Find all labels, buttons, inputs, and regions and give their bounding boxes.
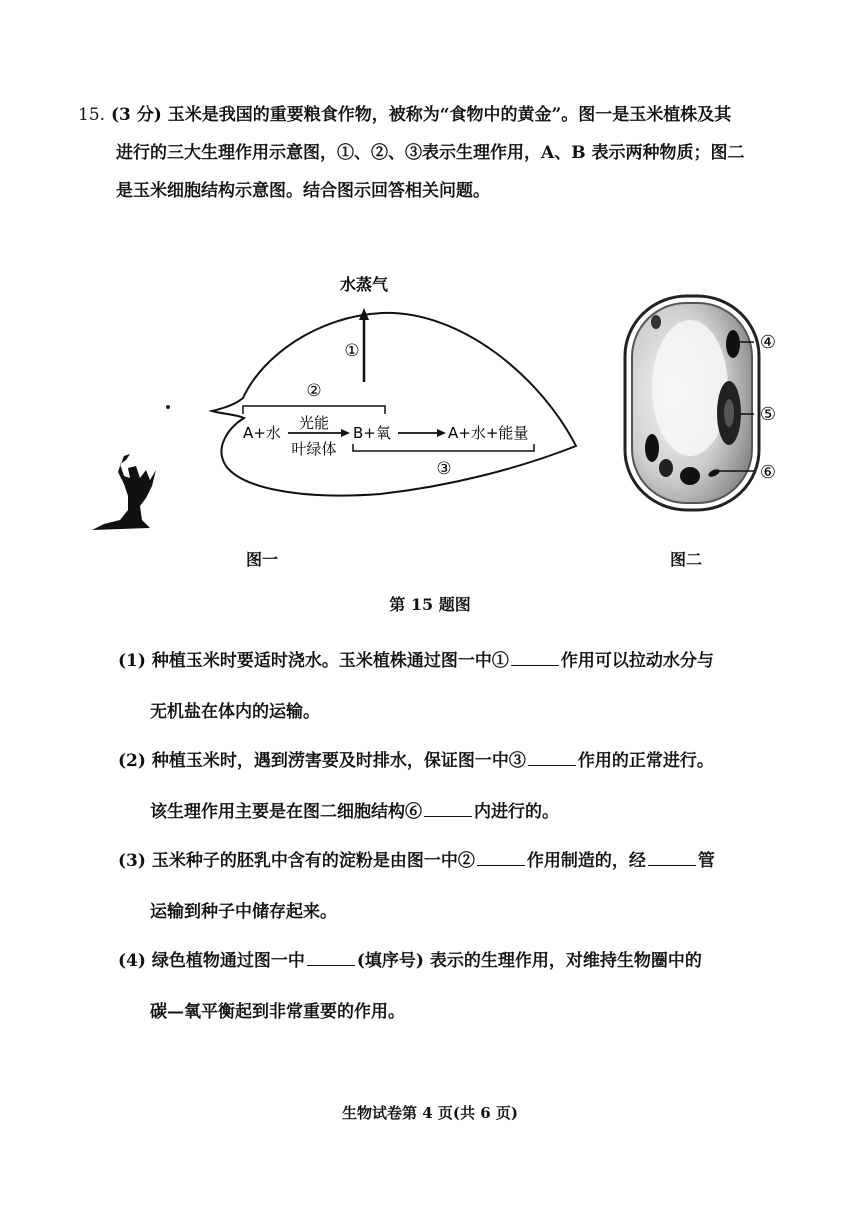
sq3-blank-1[interactable] bbox=[477, 851, 525, 866]
marker-3: ③ bbox=[436, 459, 452, 479]
sq1-text-b: 作用可以拉动水分与 bbox=[560, 651, 714, 671]
subquestion-2 bbox=[118, 746, 798, 822]
marker-1: ① bbox=[344, 341, 360, 361]
question-number: 15. bbox=[78, 105, 106, 125]
vacuole bbox=[652, 320, 728, 456]
sq1-line2: 无机盐在体内的运输。 bbox=[150, 702, 320, 722]
figure1-caption: 图一 bbox=[246, 550, 279, 569]
sq3-text-c: 管 bbox=[697, 851, 715, 871]
sq2-text-d: 内进行的。 bbox=[474, 802, 559, 822]
organelle bbox=[680, 467, 700, 485]
sq2-text-a: (2) 种植玉米时，遇到涝害要及时排水，保证图一中③ bbox=[118, 751, 526, 771]
sq2-text-c: 该生理作用主要是在图二细胞结构⑥ bbox=[150, 802, 422, 822]
figure-title: 第 15 题图 bbox=[389, 595, 471, 614]
vapor-label: 水蒸气 bbox=[339, 275, 389, 294]
product2-label: A+水+能量 bbox=[448, 424, 529, 442]
condition-top-label: 光能 bbox=[298, 414, 330, 432]
question-score: (3 分) bbox=[110, 105, 162, 125]
sq4-text-b: (填序号) 表示的生理作用，对维持生物圈中的 bbox=[356, 951, 702, 971]
reactant-label: A+水 bbox=[243, 424, 281, 442]
sq2-line2 bbox=[118, 797, 798, 822]
intro-line-2: 进行的三大生理作用示意图，①、②、③表示生理作用，A、B 表示两种物质；图二 bbox=[116, 143, 745, 163]
subquestion-3 bbox=[118, 846, 798, 922]
leaf-outline bbox=[212, 313, 576, 496]
bracket-3 bbox=[353, 444, 534, 451]
sq3-blank-2[interactable] bbox=[648, 851, 696, 866]
figure1-leaf-diagram bbox=[92, 275, 576, 530]
sq4-line2: 碳—氧平衡起到非常重要的作用。 bbox=[150, 1002, 405, 1022]
intro-line-1: 玉米是我国的重要粮食作物，被称为“食物中的黄金”。图一是玉米植株及其 bbox=[167, 105, 732, 125]
sq4-blank[interactable] bbox=[307, 951, 355, 966]
figure2-cell-diagram bbox=[625, 296, 776, 510]
product1-label: B+氧 bbox=[353, 424, 391, 442]
sq1-text-a: (1) 种植玉米时要适时浇水。玉米植株通过图一中① bbox=[118, 651, 509, 671]
subquestion-4 bbox=[118, 946, 798, 1022]
figure2-caption: 图二 bbox=[670, 550, 703, 569]
sq4-text-a: (4) 绿色植物通过图一中 bbox=[118, 951, 305, 971]
marker-5: ⑤ bbox=[759, 404, 777, 425]
marker-2: ② bbox=[306, 381, 322, 401]
reaction-arrowhead-2 bbox=[437, 429, 446, 437]
bracket-2 bbox=[243, 406, 385, 414]
question-intro bbox=[78, 96, 778, 210]
structure-4-nucleus bbox=[726, 330, 740, 358]
condition-bottom-label: 叶绿体 bbox=[291, 440, 337, 458]
corn-plant-silhouette bbox=[92, 454, 156, 530]
reaction-arrowhead-1 bbox=[341, 429, 350, 437]
subquestion-1 bbox=[118, 646, 798, 722]
organelle bbox=[645, 434, 659, 462]
organelle bbox=[651, 315, 661, 329]
marker-4: ④ bbox=[759, 332, 777, 353]
sq1-blank[interactable] bbox=[511, 651, 559, 666]
sq2-blank-2[interactable] bbox=[424, 802, 472, 817]
sq3-text-b: 作用制造的，经 bbox=[526, 851, 646, 871]
chloroplast-highlight bbox=[724, 399, 734, 427]
figures-area bbox=[0, 258, 860, 538]
sq2-text-b: 作用的正常进行。 bbox=[577, 751, 714, 771]
sq3-text-a: (3) 玉米种子的胚乳中含有的淀粉是由图一中② bbox=[118, 851, 475, 871]
page-footer: 生物试卷第 4 页(共 6 页) bbox=[342, 1104, 518, 1122]
sq3-line2: 运输到种子中储存起来。 bbox=[150, 902, 337, 922]
speck bbox=[166, 405, 170, 409]
intro-line-3: 是玉米细胞结构示意图。结合图示回答相关问题。 bbox=[116, 181, 490, 201]
sq2-blank-1[interactable] bbox=[528, 751, 576, 766]
organelle bbox=[659, 459, 673, 477]
marker-6: ⑥ bbox=[759, 462, 777, 483]
